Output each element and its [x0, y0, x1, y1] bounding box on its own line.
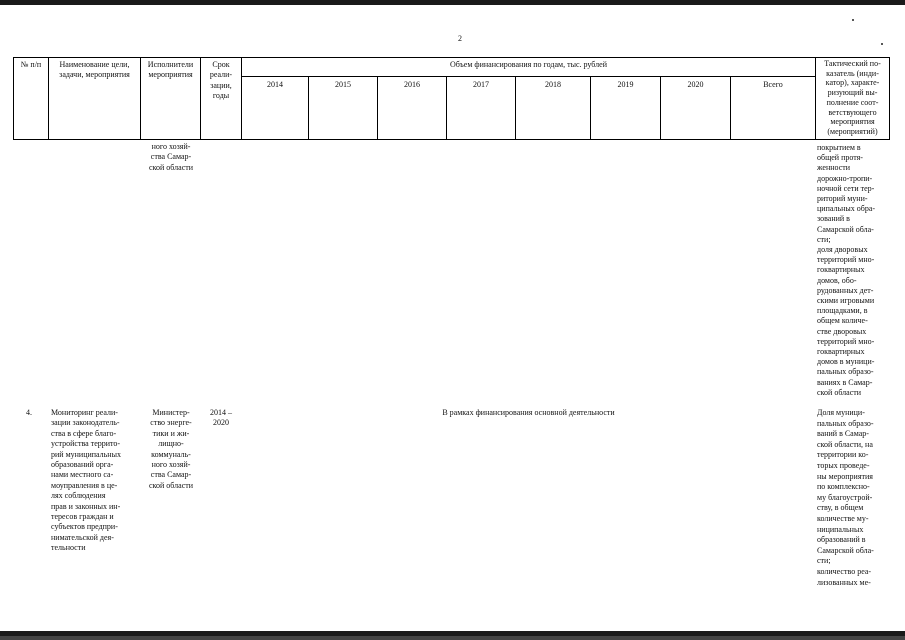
row-name [51, 408, 138, 554]
text-line: зации законодатель- [51, 418, 120, 428]
text-line: ваний в Самар- [817, 429, 869, 439]
text-line: субъектов предпри- [51, 522, 118, 532]
text-line: му благоустрой- [817, 492, 873, 502]
header-executors: Исполнители мероприятия [147, 60, 194, 80]
text-line: лищно- [158, 439, 184, 449]
text-line: площадками, в [817, 306, 868, 316]
scan-speck [881, 43, 883, 45]
header-year: 2015 [335, 80, 351, 89]
text-line: торых проведе- [817, 460, 870, 470]
text-line: ночной сети тер- [817, 183, 875, 193]
bottom-scan-edge [0, 636, 905, 640]
text-line: прав и законных ин- [51, 501, 121, 511]
text-line: ства Самар- [150, 152, 192, 162]
text-line: моуправления в це- [51, 480, 118, 490]
text-line: ство энерге- [150, 418, 192, 428]
text-line: ципальных обра- [817, 204, 876, 214]
text-line: ской области [148, 162, 194, 172]
text-line: дорожно-тропи- [817, 173, 873, 183]
header-year: 2017 [473, 80, 489, 89]
text-line: пальных образо- [817, 367, 874, 377]
col-border [889, 57, 890, 140]
text-line: ниципальных [817, 524, 864, 534]
text-line: ны мероприятия [817, 471, 873, 481]
header-funding: Объем финансирования по годам, тыс. рублей [450, 60, 607, 69]
header-year: 2018 [545, 80, 561, 89]
text-line: по комплексно- [817, 482, 870, 492]
text-line: ного хозяй- [151, 460, 191, 470]
text-line: лях соблюдения [51, 491, 106, 501]
header-total: Всего [763, 80, 783, 89]
continuation-indicator [817, 143, 887, 398]
row-term [201, 408, 241, 429]
text-line: нами местного са- [51, 470, 114, 480]
header-year: 2016 [404, 80, 420, 89]
text-line: домов, обо- [817, 275, 857, 285]
text-line: ской области, на [817, 439, 873, 449]
text-line: Самарской обла- [817, 545, 874, 555]
text-line: количество реа- [817, 566, 872, 576]
col-border [140, 57, 141, 140]
years-divider [241, 76, 815, 77]
text-line: тельности [51, 543, 86, 553]
row-number: 4. [26, 408, 32, 417]
text-line: пальных образо- [817, 418, 874, 428]
text-line: покрытием в [817, 143, 861, 152]
text-line: образований в [817, 535, 866, 545]
text-line: 2014 – [210, 408, 232, 417]
text-line: домов в муници- [817, 357, 875, 367]
row-indicator [817, 408, 887, 588]
text-line: ской области [148, 480, 194, 490]
text-line: Министер- [152, 408, 190, 417]
text-line: количестве му- [817, 513, 869, 523]
header-bottom-border [13, 139, 890, 140]
text-line: зований в [817, 214, 850, 224]
header-year: 2014 [267, 80, 283, 89]
text-line: лизованных ме- [817, 577, 871, 587]
text-line: Доля муници- [817, 408, 865, 417]
text-line: сти; [817, 556, 831, 566]
text-line: общей протя- [817, 153, 863, 163]
text-line: Мониторинг реали- [51, 408, 118, 417]
text-line: устройства террито- [51, 439, 121, 449]
scan-speck [852, 19, 854, 21]
header-name: Наименование цели, задачи, мероприятия [59, 60, 130, 80]
header-num: № п/п [20, 60, 42, 69]
text-line: общем количе- [817, 316, 868, 326]
text-line: коммуналь- [151, 449, 191, 459]
text-line: женности [817, 163, 851, 173]
continuation-executors [141, 142, 201, 173]
col-border [48, 57, 49, 140]
text-line: стве дворовых [817, 326, 867, 336]
text-line: ства в сфере благо- [51, 428, 117, 438]
text-line: территорий мно- [817, 255, 875, 265]
text-line: тересов граждан и [51, 512, 114, 522]
header-top-border [13, 57, 890, 58]
text-line: ской области [817, 387, 862, 397]
header-indicator: Тактический по-казатель (инди-катор), характе-ризующий вы-полнение соот-ветствующего мероприятия (мероприятий) [824, 59, 881, 136]
row-funding: В рамках финансирования основной деятельности [442, 408, 615, 417]
text-line: ваниях в Самар- [817, 377, 873, 387]
text-line: 2020 [213, 418, 229, 428]
text-line: нимательской дея- [51, 532, 114, 542]
text-line: ству, в общем [817, 503, 864, 513]
text-line: образований орга- [51, 460, 114, 470]
top-scan-border [0, 0, 905, 5]
text-line: сти; [817, 234, 831, 244]
text-line: ства Самар- [150, 470, 192, 480]
text-line: гоквартирных [817, 347, 865, 357]
text-line: территорий мно- [817, 336, 875, 346]
text-line: территории ко- [817, 450, 869, 460]
header-term: Срок реали-зации, годы [209, 60, 233, 101]
text-line: гоквартирных [817, 265, 865, 275]
text-line: рудованных дет- [817, 285, 874, 295]
header-year: 2020 [687, 80, 704, 89]
text-line: рий муниципальных [51, 449, 121, 459]
row-executors [141, 408, 201, 491]
page-number: 2 [458, 34, 462, 43]
text-line: Самарской обла- [817, 224, 874, 234]
header-year: 2019 [617, 80, 634, 89]
text-line: ного хозяй- [151, 142, 191, 151]
text-line: тики и жи- [152, 428, 190, 438]
text-line: доля дворовых [817, 245, 868, 255]
text-line: скими игровыми [817, 296, 875, 306]
col-border [200, 57, 201, 140]
text-line: риторий муни- [817, 194, 868, 204]
